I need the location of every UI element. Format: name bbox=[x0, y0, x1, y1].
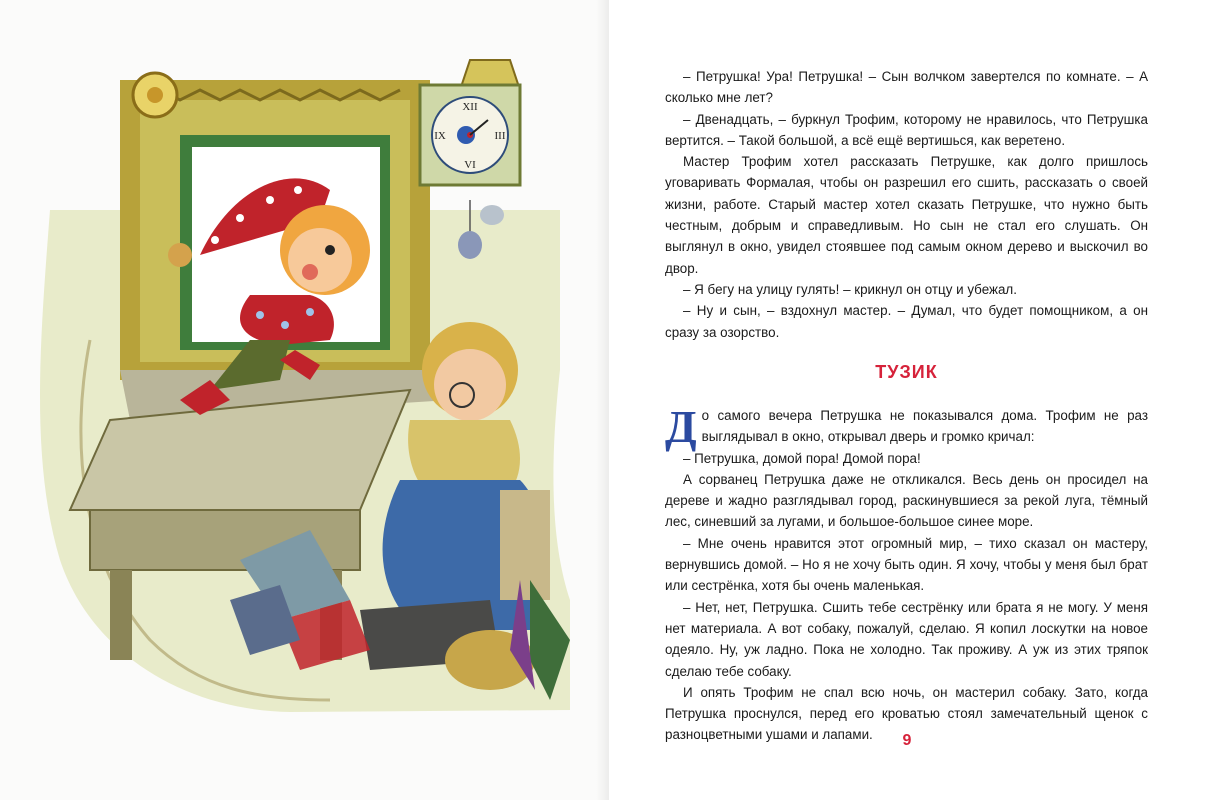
paragraph: – Я бегу на улицу гулять! – крикнул он отцу и убежал. bbox=[683, 281, 1017, 297]
paragraph: И опять Трофим не спал всю ночь, он мастерил собаку. Зато, когда Петрушка проснулся, перед его кроватью стоял замечательный щенок с разноцветными ушами и лапами. bbox=[665, 684, 1148, 743]
clock-numeral-9: IX bbox=[434, 130, 446, 142]
paragraph: – Ну и сын, – вздохнул мастер. – Думал, что будет помощником, а он сразу за озорство. bbox=[665, 303, 1148, 340]
paragraph: – Двенадцать, – буркнул Трофим, которому не нравилось, что Петрушка вертится. – Такой большой, а всё ещё вертишься, как веретено. bbox=[665, 111, 1148, 148]
page-number: 9 bbox=[902, 732, 912, 749]
first-paragraph bbox=[665, 401, 1148, 452]
paragraph: – Нет, нет, Петрушка. Сшить тебе сестрёнку или брата я не могу. У меня нет материала. А вот собаку, пожалуй, сделаю. Я копил лоскутки на новое одеяло. Ну, уж ладно. Пока не холодно. Так проживу. А уж из этих тряпок сделаю тебе собаку. bbox=[665, 599, 1148, 679]
paragraph: А сорванец Петрушка даже не откликался. Весь день он просидел на дереве и жадно разглядывал город, раскинувшиеся за рекой луга, тёмный лес, синевший за лугами, и большое-большое синее море. bbox=[665, 471, 1148, 530]
paragraph: – Петрушка! Ура! Петрушка! – Сын волчком завертелся по комнате. – А сколько мне лет? bbox=[665, 69, 1148, 106]
paragraph: – Петрушка, домой пора! Домой пора! bbox=[683, 450, 921, 466]
clock-numeral-12: XII bbox=[462, 101, 478, 113]
left-page bbox=[0, 0, 609, 800]
first-paragraph-text: о самого вечера Петрушка не показывался дома. Трофим не раз выглядывал в окно, открывал дверь и громко кричал: bbox=[701, 408, 1148, 445]
paragraph: Мастер Трофим хотел рассказать Петрушке, как долго пришлось уговаривать Формалая, чтобы он разрешил его сшить, рассказать о своей жизни, работе. Старый мастер хотел сказать Петрушке, что нужно быть честным, добрым и справедливым. Но сын не стал его слушать. Он выглянул в окно, увидел стоявшее под самым окном дерево и выскочил во двор. bbox=[665, 154, 1148, 276]
clock-numeral-6: VI bbox=[464, 159, 476, 171]
drop-cap: Д bbox=[665, 401, 697, 452]
chapter-title: ТУЗИК bbox=[875, 362, 938, 382]
story-illustration bbox=[30, 40, 590, 730]
paragraph: – Мне очень нравится этот огромный мир, – тихо сказал он мастеру, вернувшись домой. – Но я не хочу быть один. Я хочу, чтобы у меня был брат или сестрёнка, хотя бы очень маленькая. bbox=[665, 535, 1148, 594]
text-block-bottom bbox=[665, 401, 1148, 746]
text-block-top bbox=[665, 66, 1148, 343]
clock-numeral-3: III bbox=[494, 130, 506, 142]
